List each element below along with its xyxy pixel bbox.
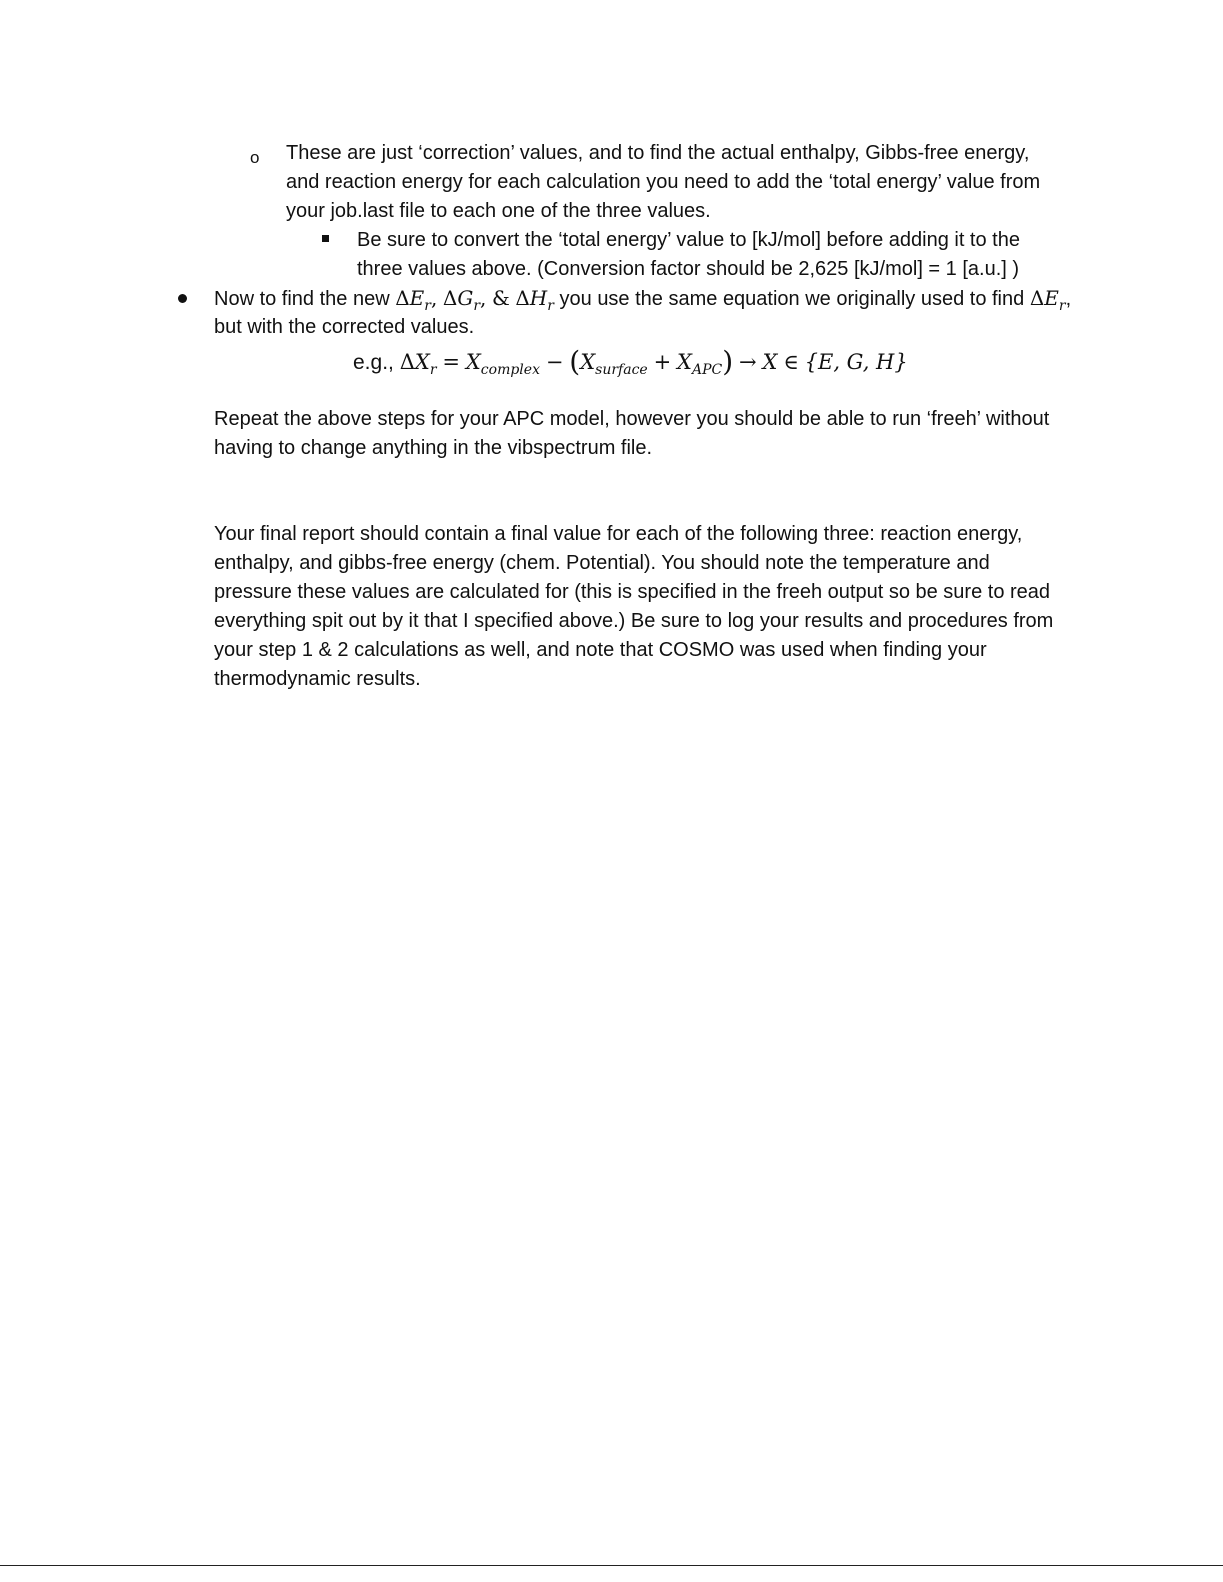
report-paragraph-line-3: pressure these values are calculated for (this is specified in the freeh output so be sure to read: [214, 581, 1051, 603]
e-variable: E: [409, 286, 425, 310]
round-bullet-marker: [178, 294, 187, 303]
sub-bullet-line-3: your job.last file to each one of the three values.: [286, 200, 711, 222]
comma: ,: [480, 286, 487, 310]
main-bullet-line-1: [214, 284, 1071, 316]
close-paren: ): [722, 345, 734, 378]
delta-symbol: Δ: [399, 350, 415, 374]
g-variable: G: [457, 286, 474, 310]
report-paragraph-line-4: everything spit out by it that I specified above.) Be sure to log your results and procedures from: [214, 610, 1054, 632]
square-bullet-marker: [322, 235, 329, 242]
complex-subscript: complex: [480, 362, 540, 378]
apc-paragraph-line-1: Repeat the above steps for your APC model, however you should be able to run ‘freeh’ without: [214, 408, 1050, 430]
apc-paragraph-line-2: having to change anything in the vibspectrum file.: [214, 437, 653, 459]
r-subscript: r: [1058, 298, 1066, 314]
plus-sign: +: [653, 350, 672, 374]
delta-symbol: Δ: [442, 286, 458, 310]
report-paragraph-line-5: your step 1 & 2 calculations as well, and note that COSMO was used when finding your: [214, 639, 987, 661]
arrow-symbol: →: [739, 350, 757, 374]
delta-symbol: Δ: [515, 286, 530, 310]
report-paragraph-line-6: thermodynamic results.: [214, 668, 421, 690]
h-variable: H: [529, 286, 548, 310]
r-subscript: r: [424, 298, 431, 314]
surface-subscript: surface: [595, 362, 648, 378]
complex-variable: X: [465, 350, 481, 374]
minus-sign: −: [545, 350, 564, 374]
sub-sub-bullet-line-2: three values above. (Conversion factor should be 2,625 [kJ/mol] = 1 [a.u.] ): [357, 258, 1020, 280]
delta-symbol: Δ: [395, 286, 410, 310]
main-bullet-middle: you use the same equation we originally used to find: [553, 288, 1030, 310]
equation-prefix: e.g.,: [353, 351, 394, 374]
open-paren: (: [569, 345, 581, 378]
r-subscript: r: [547, 298, 554, 314]
main-bullet-line-2: but with the corrected values.: [214, 316, 475, 338]
main-bullet-end: ,: [1065, 288, 1072, 310]
r-subscript: r: [473, 298, 481, 314]
apc-variable: X: [677, 350, 692, 374]
hollow-bullet-marker: o: [250, 148, 260, 167]
sub-bullet-line-1: These are just ‘correction’ values, and to find the actual enthalpy, Gibbs-free energy,: [286, 142, 1030, 164]
equals-sign: =: [442, 350, 460, 374]
report-paragraph-line-2: enthalpy, and gibbs-free energy (chem. Potential). You should note the temperature and: [214, 552, 990, 574]
page-bottom-rule: [0, 1565, 1223, 1566]
variable-set: {E, G, H}: [804, 350, 908, 374]
set-variable: X: [762, 350, 778, 374]
equation-lhs-subscript: r: [429, 362, 437, 378]
equation-lhs-variable: X: [414, 350, 430, 374]
comma: ,: [430, 286, 438, 310]
report-paragraph-line-1: Your final report should contain a final value for each of the following three: reaction energy,: [214, 523, 1023, 545]
ampersand: &: [491, 286, 510, 310]
equation: [353, 345, 908, 380]
main-bullet-prefix: Now to find the new: [214, 288, 396, 310]
e-variable: E: [1044, 286, 1059, 310]
surface-variable: X: [580, 350, 596, 374]
delta-symbol: Δ: [1029, 286, 1045, 310]
sub-sub-bullet-line-1: Be sure to convert the ‘total energy’ value to [kJ/mol] before adding it to the: [357, 229, 1020, 251]
element-of-symbol: ∈: [783, 350, 799, 374]
apc-subscript: APC: [691, 362, 723, 378]
sub-bullet-line-2: and reaction energy for each calculation you need to add the ‘total energy’ value from: [286, 171, 1041, 193]
